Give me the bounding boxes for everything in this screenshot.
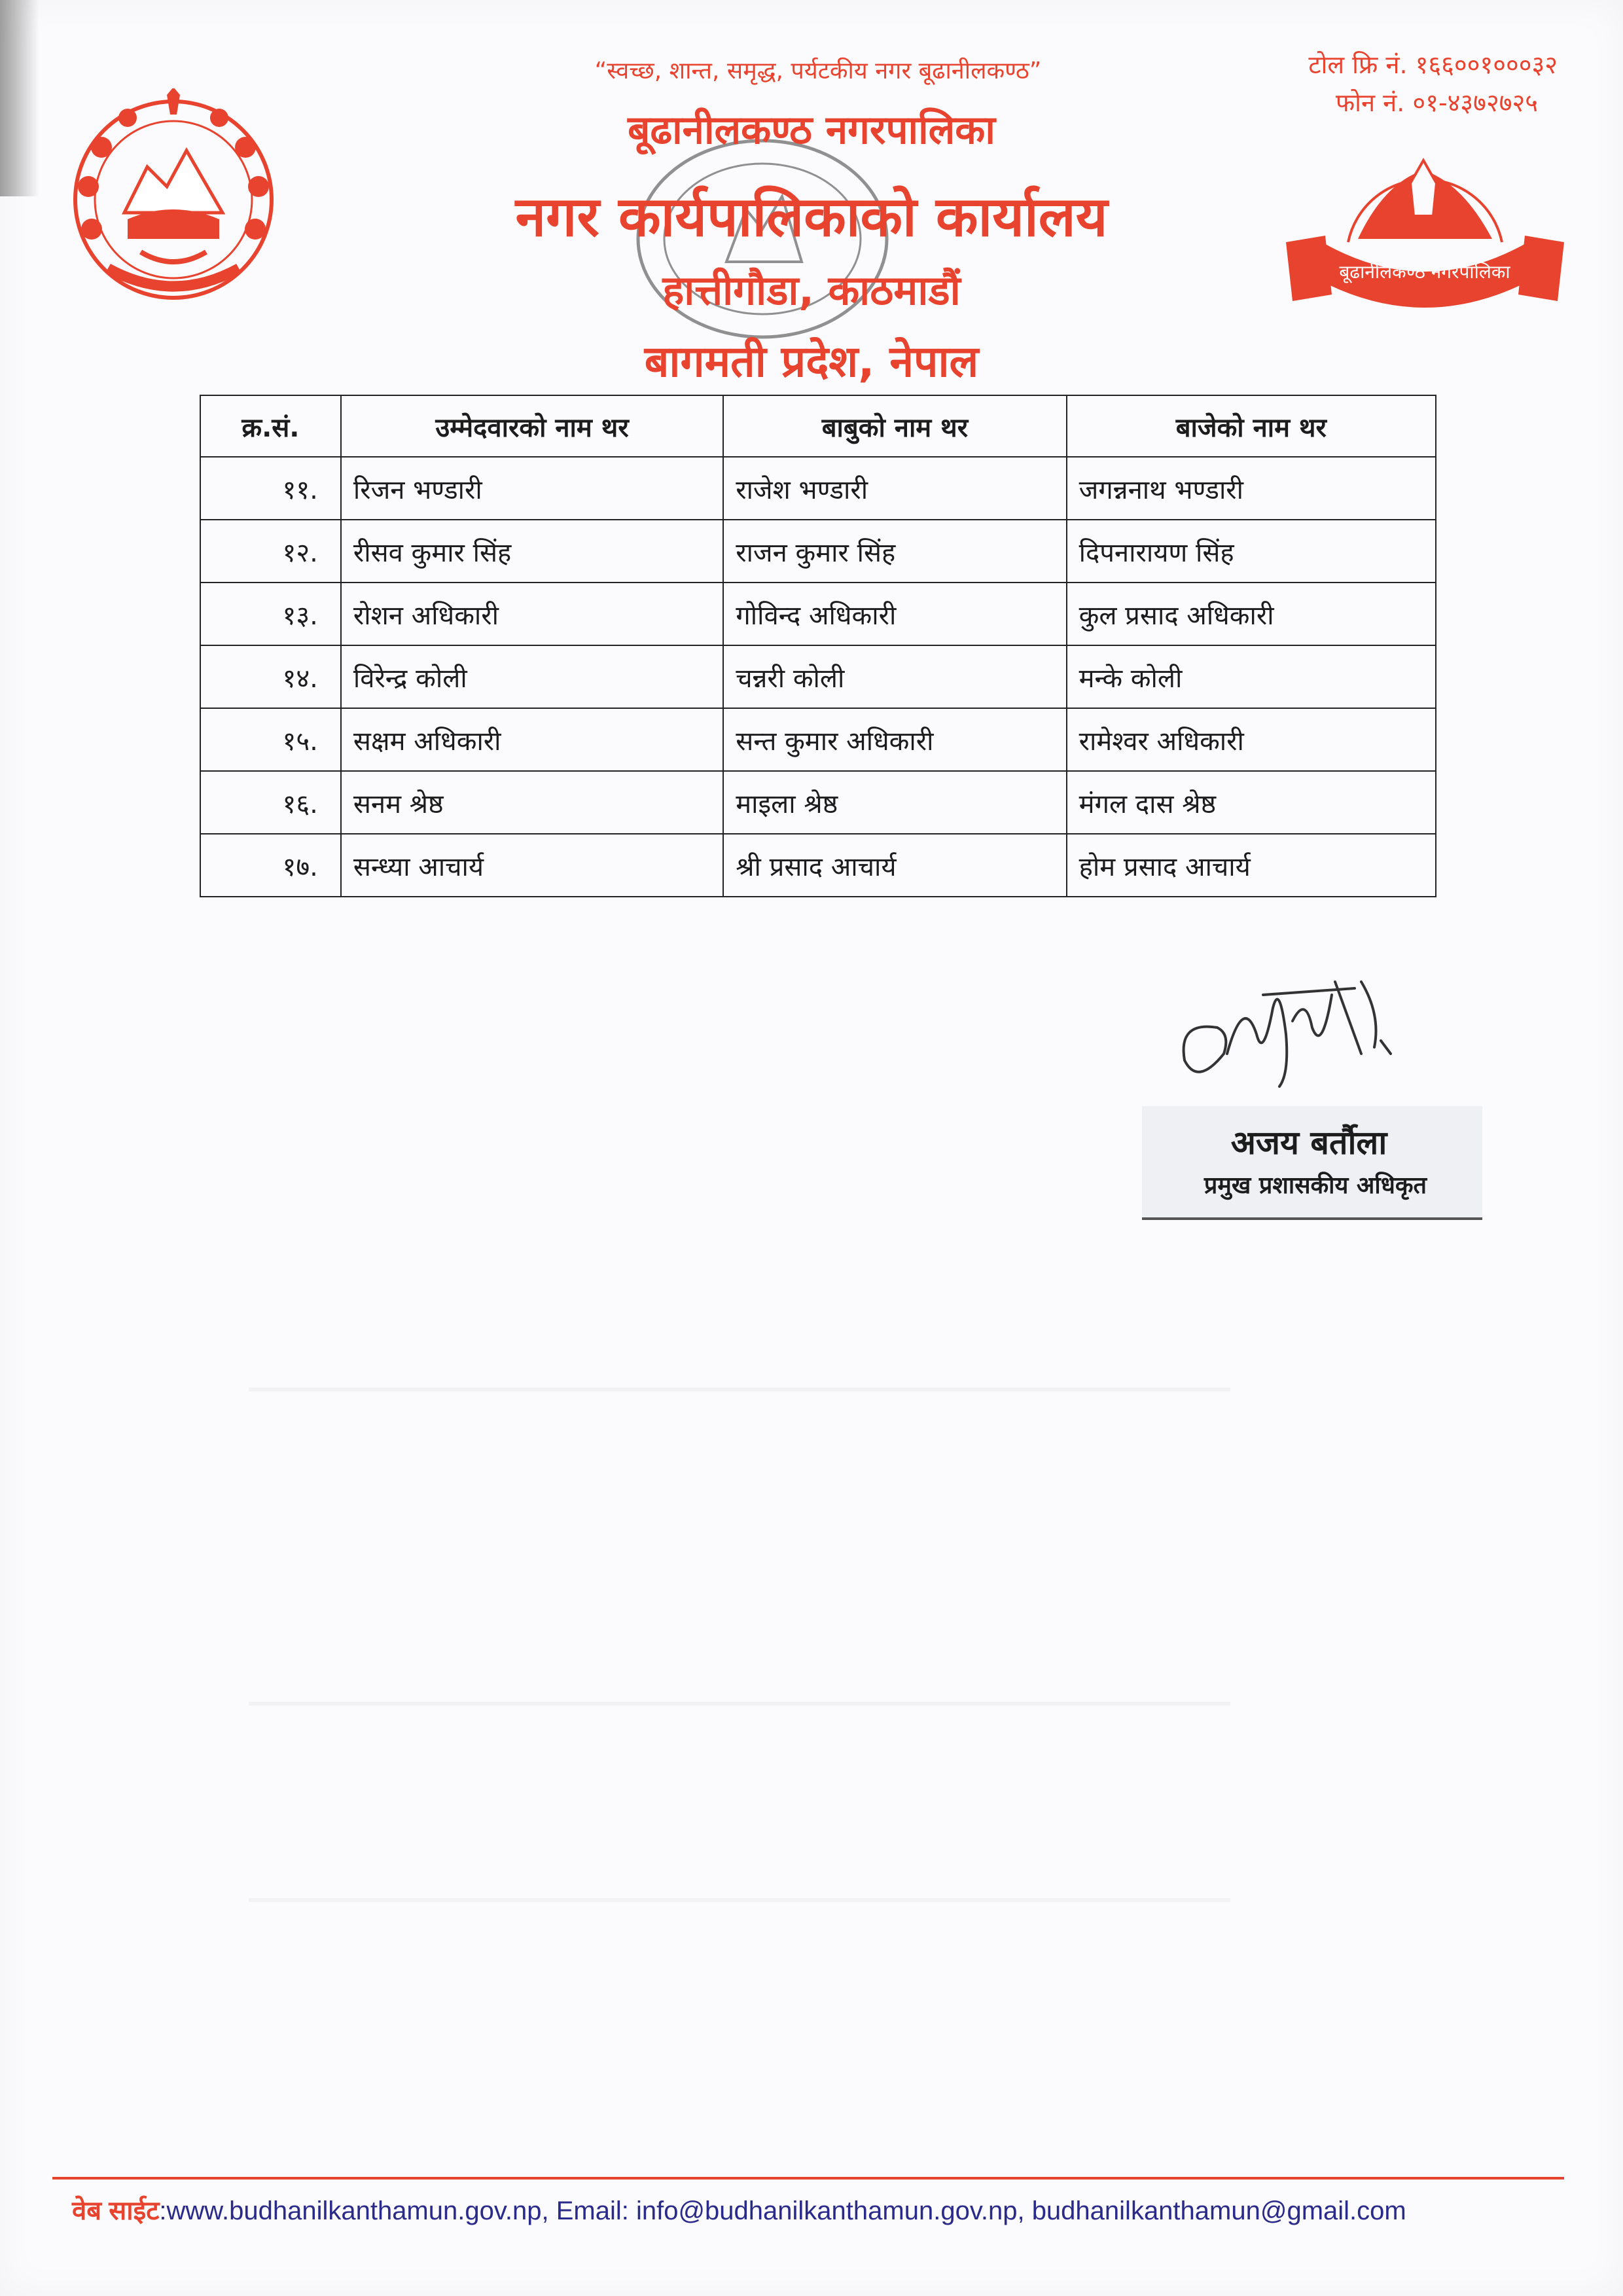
table-row [200,771,1436,834]
bleed-through-line [249,1388,1230,1391]
candidate-cell: रीसव कुमार सिंह [341,520,723,583]
candidate-cell: विरेन्द्र कोली [341,645,723,708]
signer-name: अजय बर्तौला [1230,1124,1387,1162]
province-country: बागमती प्रदेश, नेपाल [644,336,979,387]
motto: “स्वच्छ, शान्त, समृद्ध, पर्यटकीय नगर बूढानीलकण्ठ” [594,58,1042,84]
candidate-cell: रोशन अधिकारी [341,583,723,645]
father-cell: गोविन्द अधिकारी [723,583,1066,645]
grandfather-cell: मंगल दास श्रेष्ठ [1067,771,1436,834]
signer-title: प्रमुख प्रशासकीय अधिकृत [1204,1172,1427,1199]
father-cell: माइला श्रेष्ठ [723,771,1066,834]
bleed-through-line [249,1898,1230,1902]
table-header-row [200,395,1436,457]
candidate-cell: सनम श्रेष्ठ [341,771,723,834]
father-cell: श्री प्रसाद आचार्य [723,834,1066,897]
footer-website-label: वेब साईट [72,2197,160,2225]
table-row [200,583,1436,645]
father-cell: राजेश भण्डारी [723,457,1066,520]
footer-divider [52,2177,1564,2179]
serial-cell: १३. [200,583,341,645]
bleed-through-line [249,1702,1230,1706]
grandfather-cell: होम प्रसाद आचार्य [1067,834,1436,897]
table-row [200,645,1436,708]
column-header-serial: क्र.सं. [200,395,341,457]
scan-edge-shadow [0,0,39,196]
father-cell: राजन कुमार सिंह [723,520,1066,583]
grandfather-cell: रामेश्वर अधिकारी [1067,708,1436,771]
column-header-father: बाबुको नाम थर [723,395,1066,457]
footer-contact-text: :www.budhanilkanthamun.gov.np, Email: info@budhanilkanthamun.gov.np, budhanilkanthamun@gmail.com [159,2197,1406,2225]
father-cell: सन्त कुमार अधिकारी [723,708,1066,771]
office-location: हात्तीगौडा, काठमाडौं [662,266,961,314]
candidate-cell: रिजन भण्डारी [341,457,723,520]
municipality-name: बूढानीलकण्ठ नगरपालिका [628,107,995,153]
candidate-table [200,395,1436,897]
grandfather-cell: दिपनारायण सिंह [1067,520,1436,583]
serial-cell: १६. [200,771,341,834]
handwritten-signature-icon [1165,956,1420,1100]
footer-contact [72,2191,1577,2227]
table-row [200,457,1436,520]
toll-free-number: टोल फ्रि नं. १६६००१०००३२ [1308,50,1558,79]
serial-cell: १७. [200,834,341,897]
serial-cell: ११. [200,457,341,520]
logo-banner-text: बूढानीलकण्ठ नगरपालिका [1339,261,1510,283]
serial-cell: १४. [200,645,341,708]
serial-cell: १२. [200,520,341,583]
grandfather-cell: जगन्ननाथ भण्डारी [1067,457,1436,520]
phone-number: फोन नं. ०१-४३७२७२५ [1335,88,1538,117]
table-row [200,708,1436,771]
table-row [200,834,1436,897]
column-header-candidate: उम्मेदवारको नाम थर [341,395,723,457]
father-cell: चन्नरी कोली [723,645,1066,708]
office-title: नगर कार्यपालिकाको कार्यालय [515,185,1108,249]
grandfather-cell: मन्के कोली [1067,645,1436,708]
candidate-cell: सक्षम अधिकारी [341,708,723,771]
budhanilkantha-logo-icon [1286,144,1564,311]
table-row [200,520,1436,583]
grandfather-cell: कुल प्रसाद अधिकारी [1067,583,1436,645]
column-header-grandfather: बाजेको नाम थर [1067,395,1436,457]
nepal-government-emblem-icon [62,88,285,311]
candidate-cell: सन्ध्या आचार्य [341,834,723,897]
serial-cell: १५. [200,708,341,771]
